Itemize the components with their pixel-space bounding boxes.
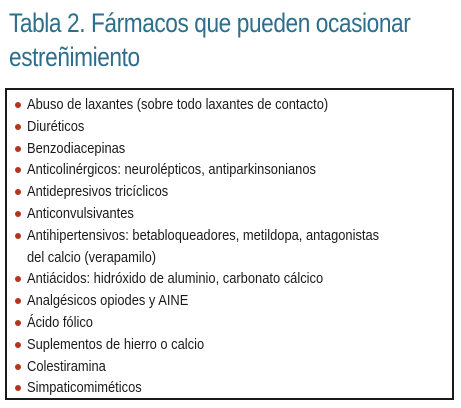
list-item: [15, 225, 452, 269]
bullet-icon: [15, 211, 21, 217]
drug-list: [7, 90, 452, 399]
list-item: [15, 138, 452, 160]
list-item: [15, 312, 452, 334]
bullet-icon: [15, 146, 21, 152]
list-item-text: Anticonvulsivantes: [27, 204, 134, 222]
list-item-text: Simpaticomiméticos: [27, 379, 142, 397]
list-item-continuation: del calcio (verapamilo): [27, 248, 157, 266]
list-item-line: Antihipertensivos: betabloqueadores, metildopa, antagonistas: [27, 226, 380, 244]
list-item-text: Suplementos de hierro o calcio: [27, 335, 205, 353]
bullet-icon: [15, 385, 21, 391]
bullet-icon: [15, 298, 21, 304]
list-item: [15, 203, 452, 225]
list-item-text: Anticolinérgicos: neurolépticos, antiparkinsonianos: [27, 161, 316, 179]
list-item-text: Diuréticos: [27, 117, 85, 135]
bullet-icon: [15, 364, 21, 370]
list-item: [15, 181, 452, 203]
list-item-text: [27, 225, 379, 269]
bullet-icon: [15, 102, 21, 108]
list-item-text: Antidepresivos tricíclicos: [27, 183, 169, 201]
bullet-icon: [15, 320, 21, 326]
list-item: [15, 159, 452, 181]
list-item-text: Abuso de laxantes (sobre todo laxantes de contacto): [27, 96, 329, 113]
list-item: [15, 356, 452, 378]
list-item-text: Analgésicos opiodes y AINE: [27, 292, 189, 310]
list-item-text: Ácido fólico: [27, 313, 93, 331]
list-item-text: Antiácidos: hidróxido de aluminio, carbonato cálcico: [27, 270, 324, 288]
drug-list-box: [5, 88, 454, 400]
list-item-text: Colestiramina: [27, 357, 106, 375]
list-item: [15, 94, 452, 116]
bullet-icon: [15, 189, 21, 195]
table-title: Tabla 2. Fármacos que pueden ocasionar estreñimiento: [9, 8, 411, 72]
bullet-icon: [15, 342, 21, 348]
list-item: [15, 268, 452, 290]
list-item-text: Benzodiacepinas: [27, 139, 126, 157]
bullet-icon: [15, 276, 21, 282]
list-item: [15, 290, 452, 312]
list-item: [15, 334, 452, 356]
bullet-icon: [15, 124, 21, 130]
list-item: [15, 377, 452, 399]
bullet-icon: [15, 233, 21, 239]
bullet-icon: [15, 167, 21, 173]
list-item: [15, 116, 452, 138]
